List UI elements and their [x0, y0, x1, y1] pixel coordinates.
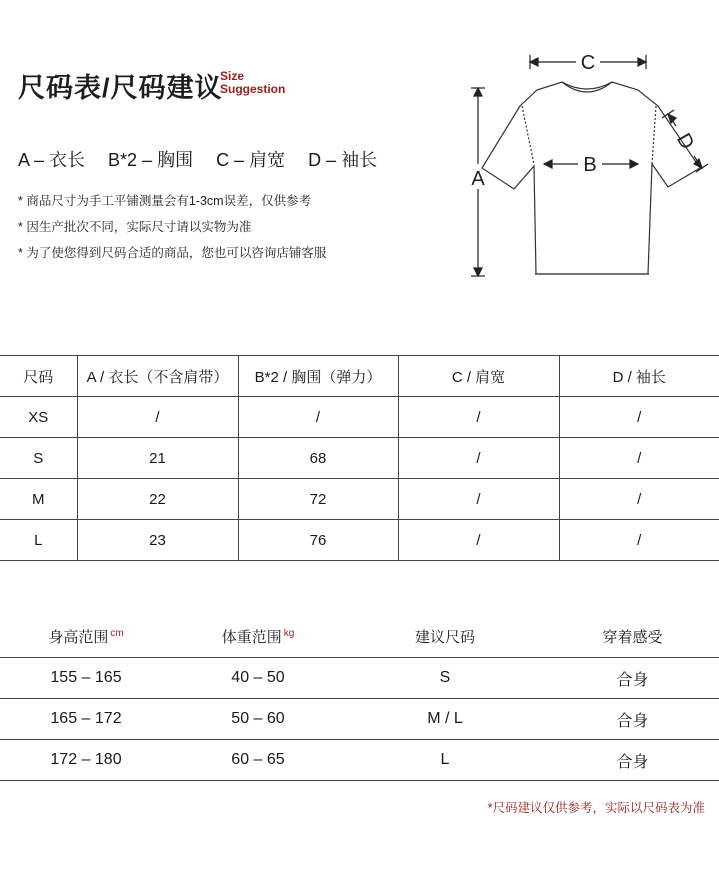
- cell-height: 172 – 180: [0, 740, 172, 781]
- header-recommended-size: 建议尺码: [344, 615, 546, 658]
- cell-length: /: [77, 397, 238, 438]
- table-row: [0, 658, 719, 699]
- cell-recommended-size: L: [344, 740, 546, 781]
- label-b: B: [583, 154, 597, 176]
- table-row: [0, 397, 719, 438]
- cell-chest: 76: [238, 520, 398, 561]
- cell-sleeve: /: [559, 520, 719, 561]
- page-title: 尺码表/尺码建议: [18, 73, 223, 103]
- note-measurement-error: * 商品尺寸为手工平铺测量会有1-3cm误差，仅供参考: [18, 194, 312, 208]
- cell-fit-feel: 合身: [546, 740, 719, 781]
- table-row: [0, 438, 719, 479]
- cell-length: 22: [77, 479, 238, 520]
- legend-c: C – 肩宽: [216, 150, 286, 170]
- cell-weight: 40 – 50: [172, 658, 344, 699]
- cell-chest: 72: [238, 479, 398, 520]
- label-c: C: [580, 52, 596, 74]
- size-table: [0, 355, 719, 561]
- title-en-line2: Suggestion: [220, 82, 286, 96]
- cell-weight: 60 – 65: [172, 740, 344, 781]
- cell-length: 23: [77, 520, 238, 561]
- label-a: A: [471, 168, 485, 190]
- fit-suggestion-table: [0, 615, 719, 781]
- size-table-header: [0, 356, 719, 397]
- cell-chest: /: [238, 397, 398, 438]
- page-title-en: [220, 70, 285, 96]
- cell-chest: 68: [238, 438, 398, 479]
- tshirt-outline-icon: [482, 82, 700, 274]
- cell-shoulder: /: [398, 520, 559, 561]
- cell-length: 21: [77, 438, 238, 479]
- header-sleeve: D / 袖长: [559, 356, 719, 397]
- table-row: [0, 520, 719, 561]
- header-fit-feel: 穿着感受: [546, 615, 719, 658]
- legend-d: D – 袖长: [308, 150, 378, 170]
- cell-height: 165 – 172: [0, 699, 172, 740]
- measurement-legend: [18, 146, 395, 172]
- cell-recommended-size: M / L: [344, 699, 546, 740]
- cell-shoulder: /: [398, 397, 559, 438]
- header-height-label: 身高范围: [48, 628, 109, 646]
- cell-shoulder: /: [398, 438, 559, 479]
- header-shoulder: C / 肩宽: [398, 356, 559, 397]
- unit-cm: cm: [110, 627, 124, 639]
- table-row: [0, 740, 719, 781]
- cell-sleeve: /: [559, 397, 719, 438]
- legend-b: B*2 – 胸围: [108, 150, 194, 170]
- cell-size: L: [0, 520, 77, 561]
- cell-recommended-size: S: [344, 658, 546, 699]
- header-weight: [172, 615, 344, 658]
- title-en-line1: Size: [220, 69, 245, 83]
- tshirt-diagram: [462, 44, 712, 284]
- table-row: [0, 699, 719, 740]
- unit-kg: kg: [283, 627, 295, 639]
- header-weight-label: 体重范围: [221, 628, 282, 646]
- cell-size: XS: [0, 397, 77, 438]
- fit-table-header: [0, 615, 719, 658]
- cell-size: M: [0, 479, 77, 520]
- legend-a: A – 衣长: [18, 150, 86, 170]
- cell-shoulder: /: [398, 479, 559, 520]
- cell-fit-feel: 合身: [546, 699, 719, 740]
- header-chest: B*2 / 胸围（弹力）: [238, 356, 398, 397]
- cell-sleeve: /: [559, 438, 719, 479]
- header-height: [0, 615, 172, 658]
- label-d: D: [671, 129, 699, 154]
- cell-height: 155 – 165: [0, 658, 172, 699]
- header-size: 尺码: [0, 356, 77, 397]
- note-contact-service: * 为了使您得到尺码合适的商品，您也可以咨询店铺客服: [18, 246, 327, 260]
- cell-weight: 50 – 60: [172, 699, 344, 740]
- cell-sleeve: /: [559, 479, 719, 520]
- note-batch-difference: * 因生产批次不同，实际尺寸请以实物为准: [18, 220, 252, 234]
- cell-size: S: [0, 438, 77, 479]
- cell-fit-feel: 合身: [546, 658, 719, 699]
- footnote: *尺码建议仅供参考，实际以尺码表为准: [487, 801, 705, 815]
- header-length: A / 衣长（不含肩带）: [77, 356, 238, 397]
- table-row: [0, 479, 719, 520]
